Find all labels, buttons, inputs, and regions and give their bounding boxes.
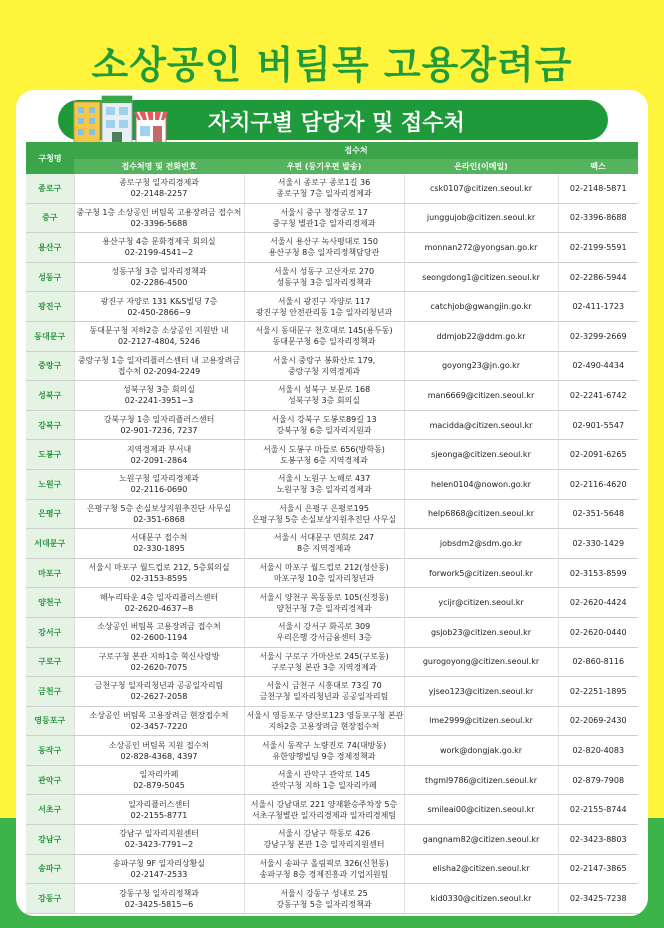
table-body (26, 174, 638, 913)
mail-department: 관악구청 지하 1층 일자리카페 (271, 781, 377, 791)
email-link[interactable]: jobsdm2@sdm.go.kr (404, 529, 558, 559)
mail-address: 서울시 성동구 고산자로 270 (273, 267, 375, 277)
office-cell (74, 381, 244, 411)
fax-number: 02-2199-5591 (558, 233, 638, 263)
email-link[interactable]: elisha2@citizen.seoul.kr (404, 854, 558, 884)
mail-department: 용산구청 8층 일자리정책담당관 (268, 248, 380, 258)
mail-department: 도봉구청 6층 지역경제과 (280, 455, 368, 465)
district-name: 강남구 (26, 825, 74, 855)
mail-department: 우리은행 강서금융센터 3층 (276, 633, 372, 643)
office-phone: 접수처 02-2094-2249 (117, 366, 201, 376)
office-name: 송파구청 9F 일자리상황실 (112, 858, 206, 868)
office-name: 종로구청 일자리경제과 (119, 178, 199, 188)
mail-address: 서울시 양천구 목동동로 105(신정동) (259, 592, 389, 602)
office-name: 성북구청 3층 회의실 (123, 385, 195, 395)
mail-cell (244, 529, 404, 559)
mail-address: 서울시 성북구 보문로 168 (277, 385, 371, 395)
fax-header: 팩스 (558, 159, 638, 174)
office-phone: 02-2620-7075 (130, 662, 188, 672)
email-link[interactable]: yjseo123@citizen.seoul.kr (404, 677, 558, 707)
district-name: 강동구 (26, 884, 74, 914)
office-phone: 02-2627-2058 (130, 692, 188, 702)
mail-address: 서울시 관악구 관악로 145 (277, 770, 371, 780)
mail-department: 성동구청 3층 일자리정책과 (276, 278, 372, 288)
office-phone: 02-2199-4541~2 (124, 248, 194, 258)
office-cell (74, 765, 244, 795)
mail-address: 서울시 강북구 도봉로89길 13 (271, 415, 377, 425)
email-link[interactable]: goyong23@jn.go.kr (404, 351, 558, 381)
office-cell (74, 292, 244, 322)
office-phone: 02-450-2866~9 (127, 307, 191, 317)
district-name: 중랑구 (26, 351, 74, 381)
mail-cell (244, 174, 404, 203)
mail-department: 유한양행빌딩 9층 경제정책과 (272, 751, 376, 761)
office-cell (74, 321, 244, 351)
table-row (26, 292, 638, 322)
office-phone: 02-2147-2533 (130, 869, 188, 879)
online-header: 온라인(이메일) (404, 159, 558, 174)
office-name: 서대문구 접수처 (130, 533, 188, 543)
office-cell (74, 529, 244, 559)
fax-number: 02-2620-0440 (558, 617, 638, 647)
office-phone: 02-3425-5815~6 (124, 899, 194, 909)
email-link[interactable]: help6868@citizen.seoul.kr (404, 499, 558, 529)
fax-number: 02-2147-3865 (558, 854, 638, 884)
email-link[interactable]: monnan272@yongsan.go.kr (404, 233, 558, 263)
table-subheader-row (26, 159, 638, 174)
table-row (26, 203, 638, 233)
email-link[interactable]: lme2999@citizen.seoul.kr (404, 706, 558, 736)
email-link[interactable]: helen0104@nowon.go.kr (404, 469, 558, 499)
district-name: 성북구 (26, 381, 74, 411)
mail-cell (244, 706, 404, 736)
office-phone: 02-879-5045 (133, 781, 185, 791)
office-name: 지역경제과 부서내 (126, 444, 192, 454)
table-row (26, 262, 638, 292)
mail-cell (244, 321, 404, 351)
office-phone: 02-2286-4500 (130, 278, 188, 288)
office-name: 해누리타운 4층 일자리플러스센터 (99, 592, 219, 602)
office-cell (74, 884, 244, 914)
mail-address: 서울시 노원구 노해로 437 (277, 474, 371, 484)
table-row (26, 825, 638, 855)
email-link[interactable]: macidda@citizen.seoul.kr (404, 410, 558, 440)
table-row (26, 795, 638, 825)
office-cell (74, 647, 244, 677)
office-cell (74, 410, 244, 440)
table-row (26, 588, 638, 618)
district-name: 관악구 (26, 765, 74, 795)
mail-cell (244, 558, 404, 588)
office-cell (74, 499, 244, 529)
fax-number: 02-3299-2669 (558, 321, 638, 351)
table-row (26, 617, 638, 647)
office-phone: 02-2155-8771 (130, 810, 188, 820)
fax-number: 02-2091-6265 (558, 440, 638, 470)
mail-cell (244, 351, 404, 381)
mail-address: 서울시 도봉구 마들로 656(방학동) (263, 444, 385, 454)
table-header-row (26, 142, 638, 159)
mail-department: 강북구청 6층 일자리지원과 (276, 426, 372, 436)
table-row (26, 381, 638, 411)
mail-address: 서울시 동작구 노량진로 74(대방동) (261, 740, 387, 750)
office-name: 강동구청 일자리정책과 (119, 888, 199, 898)
office-name: 금천구청 일자리청년과 공공일자리팀 (94, 681, 224, 691)
district-name: 강서구 (26, 617, 74, 647)
email-link[interactable]: ddmjob22@ddm.go.kr (404, 321, 558, 351)
subtitle: 자치구별 담당자 및 접수처 (208, 111, 465, 136)
email-link[interactable]: work@dongjak.go.kr (404, 736, 558, 766)
office-phone: 02-2091-2864 (130, 455, 188, 465)
mail-address: 서울시 동대문구 천호대로 145(용두동) (255, 326, 393, 336)
main-title: 소상공인 버팀목 고용장려금 (91, 43, 573, 87)
office-name: 노원구청 일자리경제과 (119, 474, 199, 484)
email-link[interactable]: csk0107@citizen.seoul.kr (404, 174, 558, 203)
email-link[interactable]: smileai00@citizen.seoul.kr (404, 795, 558, 825)
office-phone: 02-2620-4637~8 (124, 603, 194, 613)
office-name: 소상공인 버팀목 고용장려금 현장접수처 (89, 710, 229, 720)
mail-address: 서울시 강동구 성내로 25 (280, 888, 368, 898)
mail-address: 서울시 강남구 학동로 426 (277, 829, 371, 839)
mail-department: 강남구청 본관 1층 일자리지원센터 (263, 840, 385, 850)
table-row (26, 884, 638, 914)
district-name: 서대문구 (26, 529, 74, 559)
email-link[interactable]: sjeonga@citizen.seoul.kr (404, 440, 558, 470)
fax-number: 02-2116-4620 (558, 469, 638, 499)
office-name: 서울시 마포구 월드컵로 212, 5층회의실 (88, 563, 230, 573)
fax-number: 02-2251-1895 (558, 677, 638, 707)
mail-department: 은평구청 5층 손실보상지원추진단 사무실 (251, 514, 397, 524)
table-row (26, 736, 638, 766)
office-name: 중구청 1층 소상공인 버팀목 고용장려금 접수처 (76, 207, 242, 217)
office-cell (74, 174, 244, 203)
district-name: 구로구 (26, 647, 74, 677)
mail-address: 서울시 강남대로 221 양재환승주차장 5층 (250, 799, 398, 809)
mail-address: 서울시 종로구 종로1길 36 (277, 178, 371, 188)
mail-cell (244, 795, 404, 825)
office-name: 용산구청 4층 문화경제국 회의실 (102, 237, 216, 247)
mail-address: 서울시 중랑구 봉화산로 179, (272, 355, 376, 365)
office-cell (74, 440, 244, 470)
fax-number: 02-2148-5871 (558, 174, 638, 203)
district-name: 금천구 (26, 677, 74, 707)
office-phone: 02-2127-4804, 5246 (117, 337, 201, 347)
fax-number: 02-330-1429 (558, 529, 638, 559)
office-name: 소상공인 버팀목 지원 접수처 (108, 740, 210, 750)
mail-cell (244, 233, 404, 263)
mail-cell (244, 825, 404, 855)
office-name: 광진구 자양로 131 K&S빌딩 7층 (100, 296, 218, 306)
fax-number: 02-3423-8803 (558, 825, 638, 855)
mail-department: 광진구청 안전관리동 1층 일자리청년과 (255, 307, 393, 317)
mail-department: 8층 지역경제과 (296, 544, 351, 554)
district-name: 성동구 (26, 262, 74, 292)
shop-buildings-icon (72, 92, 172, 144)
mail-department: 종로구청 7층 일자리경제과 (276, 189, 372, 199)
table-row (26, 706, 638, 736)
mail-cell (244, 440, 404, 470)
district-name: 동대문구 (26, 321, 74, 351)
fax-number: 02-820-4083 (558, 736, 638, 766)
table-row (26, 558, 638, 588)
office-cell (74, 203, 244, 233)
office-cell (74, 706, 244, 736)
mail-cell (244, 381, 404, 411)
district-name: 영등포구 (26, 706, 74, 736)
office-cell (74, 351, 244, 381)
district-name: 용산구 (26, 233, 74, 263)
table-row (26, 647, 638, 677)
mail-department: 송파구청 8층 경제진흥과 기업지원팀 (259, 869, 389, 879)
email-link[interactable]: kid0330@citizen.seoul.kr (404, 884, 558, 914)
mail-cell (244, 469, 404, 499)
email-link[interactable]: junggujob@citizen.seoul.kr (404, 203, 558, 233)
mail-cell (244, 884, 404, 914)
fax-number: 02-3153-8599 (558, 558, 638, 588)
mail-cell (244, 617, 404, 647)
mail-department: 중구청 별관1층 일자리경제과 (272, 218, 376, 228)
email-link[interactable]: man6669@citizen.seoul.kr (404, 381, 558, 411)
mail-address: 서울시 구로구 가마산로 245(구로동) (259, 651, 389, 661)
office-cell (74, 588, 244, 618)
mail-cell (244, 854, 404, 884)
fax-number: 02-411-1723 (558, 292, 638, 322)
table-row (26, 440, 638, 470)
office-phone: 02-351-6868 (133, 514, 185, 524)
mail-cell (244, 262, 404, 292)
mail-cell (244, 736, 404, 766)
fax-number: 02-2286-5944 (558, 262, 638, 292)
table-row (26, 410, 638, 440)
office-name: 중랑구청 1층 일자리플러스센터 내 고용장려금 (77, 355, 241, 365)
office-name: 성동구청 3층 일자리정책과 (111, 267, 207, 277)
office-name: 강남구 일자리지원센터 (119, 829, 199, 839)
mail-cell (244, 588, 404, 618)
fax-number: 02-490-4434 (558, 351, 638, 381)
district-header: 구청명 (26, 142, 74, 174)
mail-address: 서울시 용산구 녹사평대로 150 (270, 237, 378, 247)
office-phone: 02-2116-0690 (130, 485, 188, 495)
mail-address: 서울시 은평구 은평로195 (279, 503, 369, 513)
table-row (26, 174, 638, 203)
district-name: 종로구 (26, 174, 74, 203)
mail-address: 서울시 송파구 올림픽로 326(신천동) (259, 858, 389, 868)
mail-cell (244, 499, 404, 529)
district-name: 광진구 (26, 292, 74, 322)
table-row (26, 677, 638, 707)
office-name: 소상공인 버팀목 고용장려금 접수처 (97, 622, 221, 632)
email-link[interactable]: gsjob23@citizen.seoul.kr (404, 617, 558, 647)
mail-department: 중랑구청 지역경제과 (287, 366, 361, 376)
office-phone: 02-3457-7220 (130, 721, 188, 731)
office-phone: 02-330-1895 (133, 544, 185, 554)
fax-number: 02-2241-6742 (558, 381, 638, 411)
mail-address: 서울시 영등포구 당산로123 영등포구청 본관 (246, 710, 404, 720)
district-name: 중구 (26, 203, 74, 233)
mail-address: 서울시 서대문구 연희로 247 (273, 533, 375, 543)
mail-department: 서초구청별관 일자리경제과 일자리경제팀 (251, 810, 397, 820)
reception-header: 접수처 (74, 142, 638, 159)
mail-address: 서울시 마포구 월드컵로 212(성산동) (259, 563, 389, 573)
mail-address: 서울시 광진구 자양로 117 (277, 296, 371, 306)
fax-number: 02-2620-4424 (558, 588, 638, 618)
table-row (26, 765, 638, 795)
table-row (26, 321, 638, 351)
mail-department: 성북구청 3층 회의실 (288, 396, 360, 406)
table-row (26, 854, 638, 884)
mail-cell (244, 765, 404, 795)
fax-number: 02-3396-8688 (558, 203, 638, 233)
district-name: 도봉구 (26, 440, 74, 470)
email-link[interactable]: ycijr@citizen.seoul.kr (404, 588, 558, 618)
fax-number: 02-2069-2430 (558, 706, 638, 736)
mail-cell (244, 647, 404, 677)
office-phone: 02-2148-2257 (130, 189, 188, 199)
office-name: 동대문구청 지하2층 소상공인 지원반 내 (89, 326, 229, 336)
table-row (26, 233, 638, 263)
district-name: 은평구 (26, 499, 74, 529)
mail-department: 양천구청 7층 일자리경제과 (276, 603, 372, 613)
mail-address: 서울시 강서구 화곡로 309 (277, 622, 371, 632)
office-cell (74, 825, 244, 855)
mail-department: 지하2층 고용장려금 현장접수처 (268, 721, 380, 731)
district-name: 강북구 (26, 410, 74, 440)
mail-cell (244, 677, 404, 707)
fax-number: 02-351-5648 (558, 499, 638, 529)
email-link[interactable]: gurogoyong@citizen.seoul.kr (404, 647, 558, 677)
office-name: 강북구청 1층 일자리플러스센터 (103, 415, 215, 425)
office-cell (74, 736, 244, 766)
district-name: 양천구 (26, 588, 74, 618)
table-row (26, 499, 638, 529)
email-link[interactable]: catchjob@gwangjin.go.kr (404, 292, 558, 322)
office-name: 구로구청 본관 지하1층 혁신사랑방 (98, 651, 220, 661)
office-cell (74, 677, 244, 707)
office-cell (74, 233, 244, 263)
district-name: 노원구 (26, 469, 74, 499)
office-cell (74, 795, 244, 825)
office-cell (74, 854, 244, 884)
email-link[interactable]: forwork5@citizen.seoul.kr (404, 558, 558, 588)
office-phone: 02-3396-5688 (130, 218, 188, 228)
email-link[interactable]: thgml9786@citizen.seoul.kr (404, 765, 558, 795)
mail-address: 서울시 중구 창경궁로 17 (280, 207, 368, 217)
office-cell (74, 558, 244, 588)
fax-number: 02-3425-7238 (558, 884, 638, 914)
office-phone: 02-2241-3951~3 (124, 396, 194, 406)
office-name: 일자리카페 (139, 770, 179, 780)
district-name: 송파구 (26, 854, 74, 884)
office-phone: 02-901-7236, 7237 (120, 426, 198, 436)
mail-department: 노원구청 3층 일자리경제과 (276, 485, 372, 495)
district-name: 서초구 (26, 795, 74, 825)
email-link[interactable]: seongdong1@citizen.seoul.kr (404, 262, 558, 292)
mail-department: 마포구청 10층 일자리청년과 (273, 574, 375, 584)
contact-table (26, 142, 638, 914)
table-row (26, 351, 638, 381)
office-cell (74, 617, 244, 647)
fax-number: 02-860-8116 (558, 647, 638, 677)
mail-header: 우편 (등기우편 발송) (244, 159, 404, 174)
fax-number: 02-901-5547 (558, 410, 638, 440)
content-card (16, 90, 648, 916)
mail-department: 구로구청 본관 3층 지역경제과 (271, 662, 377, 672)
district-name: 마포구 (26, 558, 74, 588)
district-name: 동작구 (26, 736, 74, 766)
table-row (26, 469, 638, 499)
mail-address: 서울시 금천구 시흥대로 73길 70 (266, 681, 382, 691)
mail-department: 강동구청 5층 일자리정책과 (276, 899, 372, 909)
fax-number: 02-879-7908 (558, 765, 638, 795)
table-row (26, 529, 638, 559)
office-phone: 02-828-4368, 4397 (120, 751, 198, 761)
office-phone: 02-3153-8595 (130, 574, 188, 584)
mail-department: 동대문구청 6층 일자리정책과 (272, 337, 376, 347)
office-name: 은평구청 5층 손실보상지원추진단 사무실 (86, 503, 232, 513)
office-cell (74, 262, 244, 292)
email-link[interactable]: gangnam82@citizen.seoul.kr (404, 825, 558, 855)
office-phone: 02-2600-1194 (130, 633, 188, 643)
office-name: 일자리플러스센터 (128, 799, 190, 809)
mail-department: 금천구청 일자리청년과 공공일자리팀 (259, 692, 389, 702)
mail-cell (244, 203, 404, 233)
mail-cell (244, 292, 404, 322)
in-person-header: 접수처명 및 전화번호 (74, 159, 244, 174)
mail-cell (244, 410, 404, 440)
office-phone: 02-3423-7791~2 (124, 840, 194, 850)
fax-number: 02-2155-8744 (558, 795, 638, 825)
office-cell (74, 469, 244, 499)
